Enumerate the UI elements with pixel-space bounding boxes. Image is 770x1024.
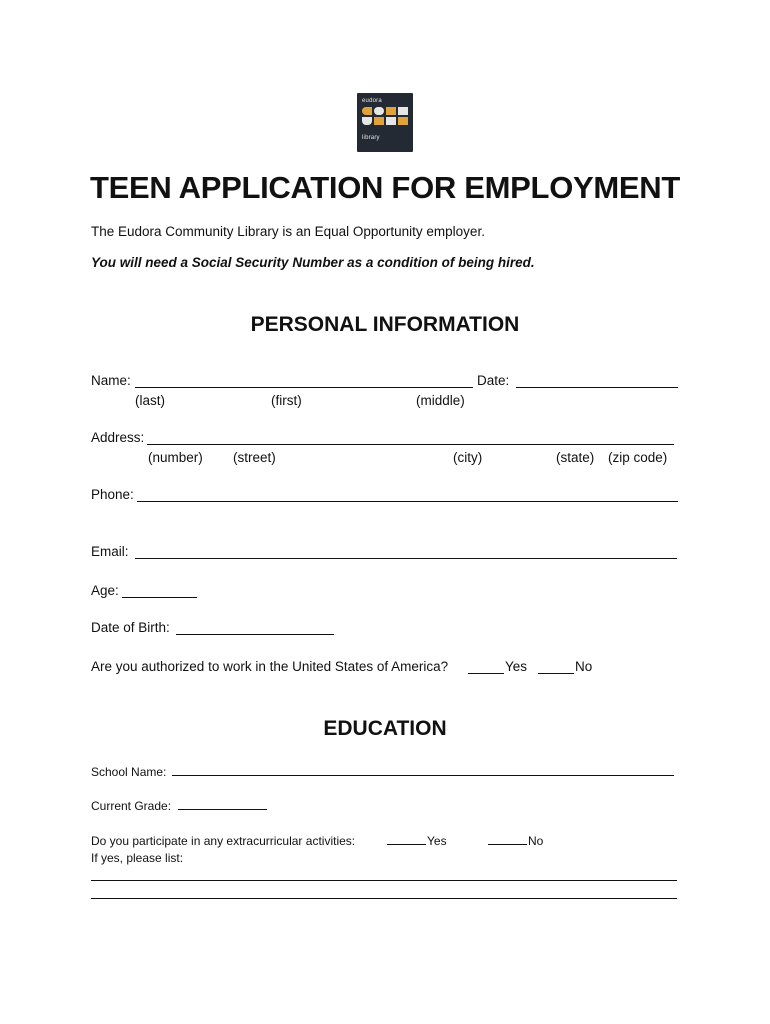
email-label: Email: [91, 544, 129, 559]
activities-line-2[interactable] [91, 888, 677, 899]
address-sub-number: (number) [148, 450, 203, 465]
address-sub-street: (street) [233, 450, 276, 465]
extracurricular-no-label: No [528, 834, 544, 848]
work-auth-no-field[interactable] [538, 661, 574, 674]
logo-row-2 [362, 117, 408, 125]
address-sub-zip: (zip code) [608, 450, 668, 465]
extracurricular-question: Do you participate in any extracurricular activities: [91, 834, 356, 848]
extracurricular-no-field[interactable] [488, 834, 527, 845]
logo-bottom-text: library [362, 135, 380, 141]
name-sub-last: (last) [135, 393, 165, 408]
personal-info-heading: PERSONAL INFORMATION [250, 313, 520, 336]
name-field[interactable] [135, 375, 473, 388]
name-label: Name: [91, 373, 131, 388]
address-sub-city: (city) [453, 450, 483, 465]
page-title: TEEN APPLICATION FOR EMPLOYMENT [89, 170, 681, 205]
work-auth-yes-field[interactable] [468, 661, 504, 674]
address-field[interactable] [147, 432, 674, 445]
library-logo [357, 93, 413, 152]
phone-field[interactable] [137, 489, 678, 502]
work-authorization-question: Are you authorized to work in the United States of America? [91, 659, 449, 674]
age-label: Age: [91, 583, 119, 598]
name-sub-middle: (middle) [416, 393, 465, 408]
extracurricular-yes-label: Yes [427, 834, 447, 848]
email-field[interactable] [135, 546, 677, 559]
list-prompt: If yes, please list: [91, 851, 184, 865]
grade-label: Current Grade: [91, 799, 172, 813]
work-auth-yes-label: Yes [505, 659, 528, 674]
ssn-note: You will need a Social Security Number as a condition of being hired. [91, 255, 535, 270]
eoe-statement: The Eudora Community Library is an Equal Opportunity employer. [91, 224, 485, 239]
address-label: Address: [91, 430, 145, 445]
school-name-label: School Name: [91, 765, 167, 779]
date-field[interactable] [516, 375, 678, 388]
school-name-field[interactable] [172, 765, 674, 776]
extracurricular-yes-field[interactable] [387, 834, 426, 845]
education-heading: EDUCATION [323, 717, 447, 740]
logo-row-1 [362, 107, 408, 115]
age-field[interactable] [122, 585, 197, 598]
date-label: Date: [477, 373, 510, 388]
dob-label: Date of Birth: [91, 620, 170, 635]
phone-label: Phone: [91, 487, 134, 502]
logo-top-text: eudora [362, 98, 382, 104]
grade-field[interactable] [178, 799, 267, 810]
dob-field[interactable] [176, 622, 334, 635]
activities-line-1[interactable] [91, 870, 677, 881]
address-sub-state: (state) [556, 450, 595, 465]
name-sub-first: (first) [271, 393, 302, 408]
work-auth-no-label: No [575, 659, 593, 674]
